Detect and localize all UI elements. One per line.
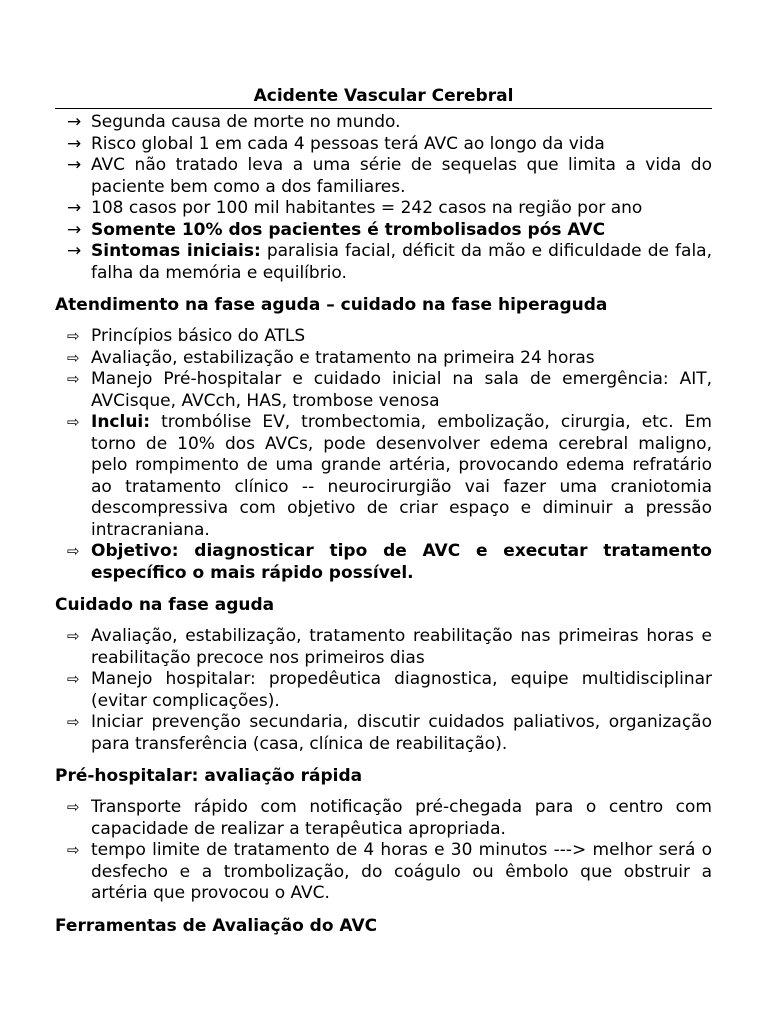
item-text: Risco global 1 em cada 4 pessoas terá AVC ao longo da vida [91, 133, 605, 154]
arrow-right-icon: → [67, 112, 82, 132]
list-item [55, 326, 712, 348]
list-item [55, 840, 712, 905]
hollow-arrow-icon: ⇨ [67, 327, 80, 345]
hollow-arrow-icon: ⇨ [67, 370, 80, 388]
document-content [55, 85, 712, 937]
list-item [55, 220, 712, 242]
arrow-right-icon: → [67, 241, 82, 261]
section-list [55, 797, 712, 905]
list-item [55, 412, 712, 541]
hollow-arrow-icon: ⇨ [67, 413, 80, 431]
list-item [55, 541, 712, 584]
item-text: AVC não tratado leva a uma série de sequelas que limita a vida do paciente bem como a dos familiares. [91, 155, 712, 197]
section-heading: Cuidado na fase aguda [55, 595, 275, 615]
arrow-right-icon: → [67, 133, 82, 154]
list-item [55, 797, 712, 840]
hollow-arrow-icon: ⇨ [67, 798, 80, 816]
item-text: Manejo Pré-hospitalar e cuidado inicial na sala de emergência: AIT, AVCisque, AVCch, HAS, trombose venosa [91, 369, 712, 411]
arrow-right-icon: → [67, 219, 82, 240]
hollow-arrow-icon: ⇨ [67, 841, 80, 859]
hollow-arrow-icon: ⇨ [67, 713, 80, 731]
list-item [55, 348, 712, 370]
item-text: Avaliação, estabilização, tratamento reabilitação nas primeiras horas e reabilitação precoce nos primeiros dias [91, 626, 712, 668]
page-title: Acidente Vascular Cerebral [55, 85, 712, 109]
list-item [55, 241, 712, 284]
section-heading: Pré-hospitalar: avaliação rápida [55, 766, 363, 786]
arrow-right-icon: → [67, 198, 82, 218]
item-text: Manejo hospitalar: propedêutica diagnostica, equipe multidisciplinar (evitar complicações). [91, 669, 712, 711]
section-list [55, 626, 712, 755]
item-text: tempo limite de tratamento de 4 horas e 30 minutos ---> melhor será o desfecho e a trombolização, do coágulo ou êmbolo que obstruir a artéria que provocou o AVC. [91, 840, 712, 903]
item-bold-text: Inclui: [91, 412, 151, 432]
item-bold-text: Objetivo: diagnosticar tipo de AVC e executar tratamento específico o mais rápido possível. [91, 541, 712, 583]
section-list [55, 326, 712, 584]
list-item [55, 155, 712, 198]
list-item [55, 134, 712, 156]
list-item [55, 669, 712, 712]
list-item [55, 198, 712, 220]
list-item [55, 112, 712, 134]
list-item [55, 712, 712, 755]
hollow-arrow-icon: ⇨ [67, 542, 80, 560]
item-text: Princípios básico do ATLS [91, 326, 306, 346]
list-item [55, 369, 712, 412]
item-text: Transporte rápido com notificação pré-chegada para o centro com capacidade de realizar a terapêutica apropriada. [91, 797, 712, 839]
arrow-right-icon: → [67, 155, 82, 175]
item-text: Segunda causa de morte no mundo. [91, 112, 401, 132]
hollow-arrow-icon: ⇨ [67, 670, 80, 688]
item-bold-text: Somente 10% dos pacientes é trombolisados pós AVC [91, 219, 606, 240]
item-text: 108 casos por 100 mil habitantes = 242 casos na região por ano [91, 198, 643, 218]
item-text: trombólise EV, trombectomia, embolização, cirurgia, etc. Em torno de 10% dos AVCs, pode desenvolver edema cerebral maligno, pelo rompimento de uma grande artéria, provocando edema refratário ao tratamento clínico -- neurocirurgião vai fazer uma craniotomia descompressiva com objetivo de criar espaço e diminuir a pressão intracraniana. [91, 412, 712, 540]
hollow-arrow-icon: ⇨ [67, 627, 80, 645]
list-item [55, 626, 712, 669]
intro-list [55, 112, 712, 284]
section-heading: Ferramentas de Avaliação do AVC [55, 915, 378, 936]
item-bold-text: Sintomas iniciais: [91, 241, 261, 261]
item-text: Avaliação, estabilização e tratamento na primeira 24 horas [91, 347, 595, 368]
section-heading: Atendimento na fase aguda – cuidado na fase hiperaguda [55, 295, 608, 315]
hollow-arrow-icon: ⇨ [67, 348, 80, 367]
item-text: paralisia facial, déficit da mão e dificuldade de fala, falha da memória e equilíbrio. [91, 241, 712, 283]
item-text: Iniciar prevenção secundaria, discutir cuidados paliativos, organização para transferência (casa, clínica de reabilitação). [91, 712, 712, 754]
